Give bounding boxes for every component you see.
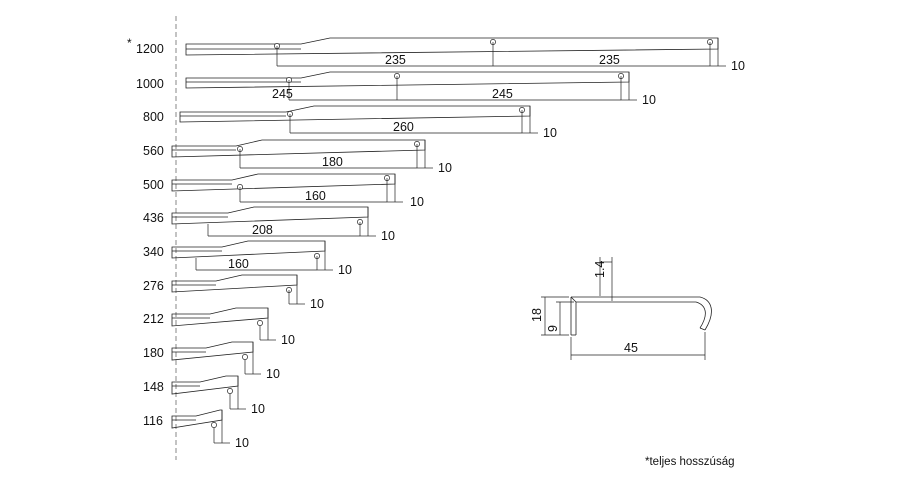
dim-160-row500: 160 [305, 189, 326, 203]
dim-45-width: 45 [624, 341, 638, 355]
dim-160-row340: 160 [228, 257, 249, 271]
dim-10-row800: 10 [543, 126, 557, 140]
dim-10-row180: 10 [266, 367, 280, 381]
dim-1-4-thickness: 1.4 [593, 260, 607, 278]
profile-row-1000 [186, 72, 656, 107]
row-label-148: 148 [143, 380, 164, 394]
dim-10-row1200: 10 [731, 59, 745, 73]
dim-10-row212: 10 [281, 333, 295, 347]
dim-208-row436: 208 [252, 223, 273, 237]
row-label-500: 500 [143, 178, 164, 192]
profile-row-116 [172, 410, 249, 450]
profile-row-276 [172, 275, 324, 311]
profile-row-436 [172, 207, 395, 243]
row-label-116: 116 [143, 414, 163, 428]
dim-10-row560: 10 [438, 161, 452, 175]
dim-245-a-row1000: 245 [272, 87, 293, 101]
dim-10-row276: 10 [310, 297, 324, 311]
profile-row-212 [172, 308, 295, 347]
row-label-180: 180 [143, 346, 164, 360]
row-label-212: 212 [143, 312, 164, 326]
profile-row-180 [172, 342, 280, 381]
profile-row-500 [172, 174, 424, 209]
row-label-1200: 1200 [136, 42, 164, 56]
row-label-800: 800 [143, 110, 164, 124]
row-label-340: 340 [143, 245, 164, 259]
dim-10-row500: 10 [410, 195, 424, 209]
row-label-560: 560 [143, 144, 164, 158]
row-label-436: 436 [143, 211, 164, 225]
dim-10-row436: 10 [381, 229, 395, 243]
profile-row-800 [180, 106, 557, 140]
profile-row-1200 [186, 38, 745, 73]
cross-section-detail [530, 257, 711, 360]
dim-18-height: 18 [530, 308, 544, 322]
footnote-total-length: *teljes hosszúság [645, 456, 735, 468]
dim-260-row800: 260 [393, 120, 414, 134]
profile-row-560 [172, 140, 452, 175]
dim-245-b-row1000: 245 [492, 87, 513, 101]
profile-row-340 [172, 241, 352, 277]
dim-180-row560: 180 [322, 155, 343, 169]
asterisk-marker: * [127, 36, 132, 50]
dim-235-a-row1200: 235 [385, 53, 406, 67]
dim-10-row148: 10 [251, 402, 265, 416]
row-label-1000: 1000 [136, 77, 164, 91]
dim-10-row1000: 10 [642, 93, 656, 107]
dim-10-row116: 10 [235, 436, 249, 450]
dim-9-inner-height: 9 [546, 325, 560, 332]
dim-10-row340: 10 [338, 263, 352, 277]
dim-235-b-row1200: 235 [599, 53, 620, 67]
row-label-276: 276 [143, 279, 164, 293]
